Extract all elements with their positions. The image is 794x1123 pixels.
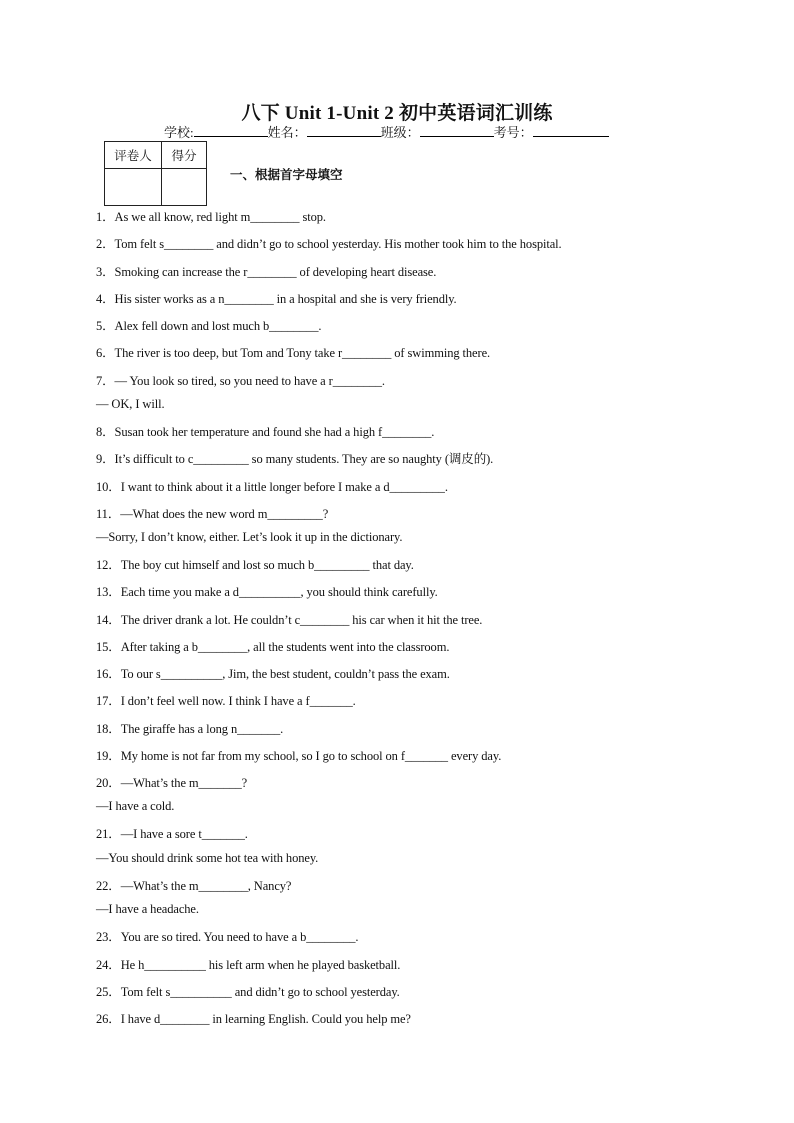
question-line: 9．It’s difficult to c_________ so many students. They are so naughty (调皮的). xyxy=(96,452,494,466)
student-info-line xyxy=(164,122,609,141)
question-line: 22．—What’s the m________, Nancy? xyxy=(96,879,292,893)
school-blank[interactable] xyxy=(194,124,268,137)
exam-number-label: 考号： xyxy=(493,125,533,140)
question-line: 13．Each time you make a d__________, you should think carefully. xyxy=(96,585,438,599)
answer-line: —I have a cold. xyxy=(96,799,175,813)
question-line: 1．As we all know, red light m________ stop. xyxy=(96,210,326,224)
question-line: 23．You are so tired. You need to have a b________. xyxy=(96,930,359,944)
question-line: 19．My home is not far from my school, so I go to school on f_______ every day. xyxy=(96,749,502,763)
worksheet-title: 八下 Unit 1-Unit 2 初中英语词汇训练 xyxy=(241,103,553,124)
question-line: 21．—I have a sore t_______. xyxy=(96,827,248,841)
question-line: 24．He h__________ his left arm when he played basketball. xyxy=(96,958,401,972)
class-label: 班级： xyxy=(380,125,420,140)
question-line: 2．Tom felt s________ and didn’t go to school yesterday. His mother took him to the hospital. xyxy=(96,237,562,251)
question-line: 8．Susan took her temperature and found she had a high f________. xyxy=(96,425,435,439)
name-label: 姓名： xyxy=(267,125,307,140)
class-blank[interactable] xyxy=(420,124,494,137)
score-header: 得分 xyxy=(162,142,207,169)
section-heading: 一、根据首字母填空 xyxy=(230,167,343,182)
name-blank[interactable] xyxy=(307,124,381,137)
question-line: 18．The giraffe has a long n_______. xyxy=(96,722,284,736)
question-line: 14．The driver drank a lot. He couldn’t c________ his car when it hit the tree. xyxy=(96,613,483,627)
answer-line: —I have a headache. xyxy=(96,902,199,916)
score-table xyxy=(104,141,207,206)
question-line: 12．The boy cut himself and lost so much b_________ that day. xyxy=(96,558,414,572)
question-line: 26．I have d________ in learning English. Could you help me? xyxy=(96,1012,411,1026)
question-line: 11．—What does the new word m_________? xyxy=(96,507,329,521)
question-line: 16．To our s__________, Jim, the best student, couldn’t pass the exam. xyxy=(96,667,450,681)
score-cell[interactable] xyxy=(162,169,207,206)
question-line: 20．—What’s the m_______? xyxy=(96,776,248,790)
question-line: 4．His sister works as a n________ in a hospital and she is very friendly. xyxy=(96,292,457,306)
question-line: 5．Alex fell down and lost much b________. xyxy=(96,319,322,333)
grader-cell[interactable] xyxy=(105,169,162,206)
exam-number-blank[interactable] xyxy=(533,124,609,137)
question-line: 6．The river is too deep, but Tom and Tony take r________ of swimming there. xyxy=(96,346,491,360)
question-line: 15．After taking a b________, all the students went into the classroom. xyxy=(96,640,450,654)
answer-line: — OK, I will. xyxy=(96,397,165,411)
answer-line: —Sorry, I don’t know, either. Let’s look it up in the dictionary. xyxy=(96,530,403,544)
question-line: 25．Tom felt s__________ and didn’t go to school yesterday. xyxy=(96,985,400,999)
question-line: 10．I want to think about it a little longer before I make a d_________. xyxy=(96,480,448,494)
school-label: 学校: xyxy=(164,125,194,140)
question-line: 7．— You look so tired, so you need to have a r________. xyxy=(96,374,385,388)
grader-header: 评卷人 xyxy=(105,142,162,169)
question-line: 17．I don’t feel well now. I think I have a f_______. xyxy=(96,694,356,708)
question-line: 3．Smoking can increase the r________ of developing heart disease. xyxy=(96,265,437,279)
answer-line: —You should drink some hot tea with honey. xyxy=(96,851,319,865)
